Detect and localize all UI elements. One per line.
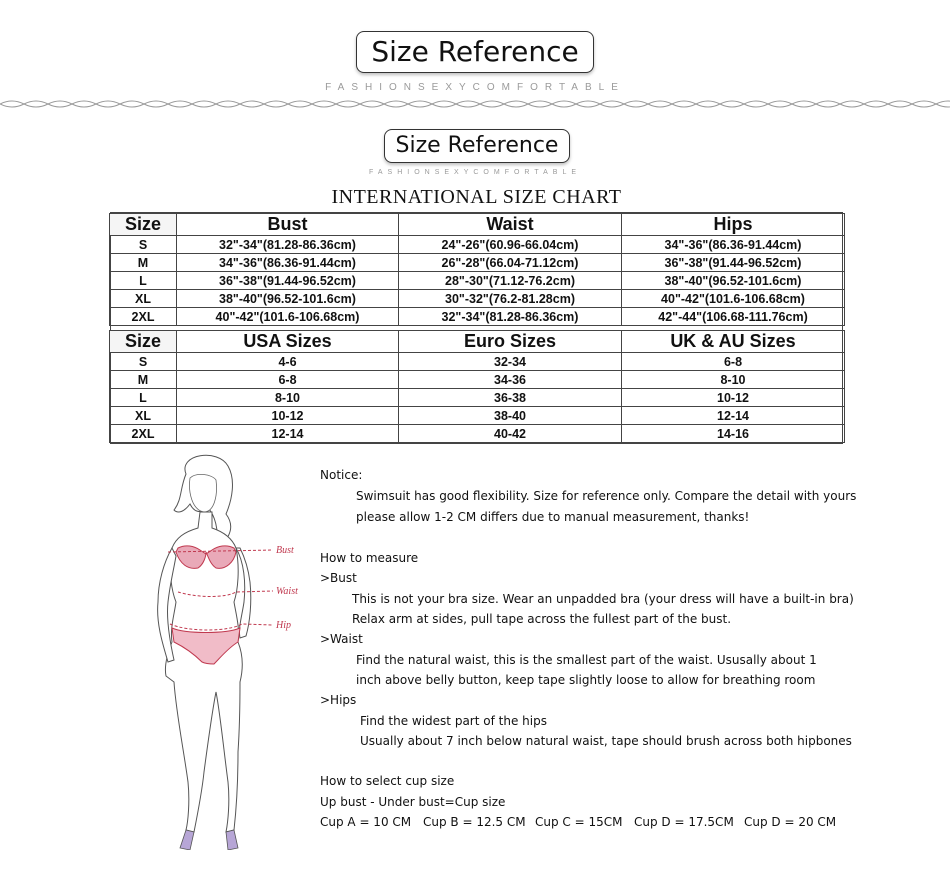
bust-label: Bust <box>276 545 294 556</box>
table-row <box>110 308 845 326</box>
size-chart-title: INTERNATIONAL SIZE CHART <box>331 186 622 208</box>
table-header-row <box>110 331 845 353</box>
size-cell: S <box>110 353 177 371</box>
cup-size-title: How to select cup size <box>320 774 455 788</box>
cup-size-value: Cup A = 10 CM <box>320 815 412 829</box>
size-cell: M <box>110 254 177 272</box>
bust-instruction: This is not your bra size. Wear an unpadded bra (your dress will have a built-in bra) <box>352 592 854 606</box>
notice-line: Swimsuit has good flexibility. Size for reference only. Compare the detail with yours <box>356 489 857 503</box>
table-cell: 32"-34"(81.28-86.36cm) <box>399 308 622 326</box>
cup-size-formula: Up bust - Under bust=Cup size <box>320 795 506 809</box>
body-measurement-illustration <box>128 452 318 850</box>
table-cell: 38"-40"(96.52-101.6cm) <box>622 272 845 290</box>
table-cell: 28"-30"(71.12-76.2cm) <box>399 272 622 290</box>
left-shoe <box>180 830 194 850</box>
section-tagline: FASHIONSEXYCOMFORTABLE <box>368 169 582 176</box>
cup-size-value: Cup D = 17.5CM <box>634 815 734 829</box>
right-shoe <box>226 830 238 850</box>
column-header: Hips <box>622 214 845 236</box>
page-title: Size Reference <box>356 31 594 73</box>
how-to-measure-title: How to measure <box>320 551 419 565</box>
column-header: Size <box>110 331 177 353</box>
page-tagline: FASHIONSEXYCOMFORTABLE <box>325 82 625 93</box>
decorative-wave-divider <box>0 96 950 112</box>
size-cell: XL <box>110 290 177 308</box>
table-cell: 14-16 <box>622 425 845 443</box>
table-cell: 26"-28"(66.04-71.12cm) <box>399 254 622 272</box>
table-cell: 34"-36"(86.36-91.44cm) <box>177 254 399 272</box>
table-cell: 4-6 <box>177 353 399 371</box>
table-cell: 40-42 <box>399 425 622 443</box>
bust-section-title: >Bust <box>320 571 357 585</box>
table-cell: 36"-38"(91.44-96.52cm) <box>622 254 845 272</box>
table-cell: 34"-36"(86.36-91.44cm) <box>622 236 845 254</box>
hips-instruction: Find the widest part of the hips <box>360 714 547 728</box>
table-row <box>110 236 845 254</box>
size-cell: 2XL <box>110 425 177 443</box>
table-cell: 40"-42"(101.6-106.68cm) <box>622 290 845 308</box>
table-cell: 6-8 <box>177 371 399 389</box>
column-header: Bust <box>177 214 399 236</box>
table-cell: 40"-42"(101.6-106.68cm) <box>177 308 399 326</box>
size-cell: S <box>110 236 177 254</box>
waist-instruction: Find the natural waist, this is the smallest part of the waist. Ususally about 1 <box>356 653 817 667</box>
size-cell: M <box>110 371 177 389</box>
waist-section-title: >Waist <box>320 632 363 646</box>
table-cell: 32"-34"(81.28-86.36cm) <box>177 236 399 254</box>
column-header: Size <box>110 214 177 236</box>
waist-label: Waist <box>276 586 298 597</box>
table-row <box>110 353 845 371</box>
table-cell: 24"-26"(60.96-66.04cm) <box>399 236 622 254</box>
table-cell: 36-38 <box>399 389 622 407</box>
waist-instruction: inch above belly button, keep tape slightly loose to allow for breathing room <box>356 673 816 687</box>
notice-line: please allow 1-2 CM differs due to manual measurement, thanks! <box>356 510 750 524</box>
hip-label: Hip <box>276 620 291 631</box>
table-cell: 34-36 <box>399 371 622 389</box>
table-row <box>110 290 845 308</box>
notice-title: Notice: <box>320 468 363 482</box>
size-cell: L <box>110 389 177 407</box>
table-cell: 30"-32"(76.2-81.28cm) <box>399 290 622 308</box>
cup-size-value: Cup D = 20 CM <box>744 815 837 829</box>
table-cell: 10-12 <box>177 407 399 425</box>
table-cell: 42"-44"(106.68-111.76cm) <box>622 308 845 326</box>
table-row <box>110 425 845 443</box>
table-cell: 10-12 <box>622 389 845 407</box>
table-row <box>110 389 845 407</box>
table-cell: 6-8 <box>622 353 845 371</box>
size-cell: L <box>110 272 177 290</box>
table-row <box>110 407 845 425</box>
hips-section-title: >Hips <box>320 693 357 707</box>
bust-instruction: Relax arm at sides, pull tape across the fullest part of the bust. <box>352 612 732 626</box>
cup-size-value: Cup B = 12.5 CM <box>423 815 526 829</box>
column-header: UK & AU Sizes <box>622 331 845 353</box>
size-cell: 2XL <box>110 308 177 326</box>
column-header: Euro Sizes <box>399 331 622 353</box>
table-header-row <box>110 214 845 236</box>
table-cell: 38"-40"(96.52-101.6cm) <box>177 290 399 308</box>
table-cell: 12-14 <box>177 425 399 443</box>
table-cell: 12-14 <box>622 407 845 425</box>
table-cell: 8-10 <box>177 389 399 407</box>
size-cell: XL <box>110 407 177 425</box>
cup-size-value: Cup C = 15CM <box>535 815 623 829</box>
table-row <box>110 272 845 290</box>
column-header: Waist <box>399 214 622 236</box>
region-size-table <box>109 330 845 443</box>
table-cell: 32-34 <box>399 353 622 371</box>
hips-instruction: Usually about 7 inch below natural waist, tape should brush across both hipbones <box>360 734 852 748</box>
table-row <box>110 254 845 272</box>
table-cell: 38-40 <box>399 407 622 425</box>
measurement-table <box>109 213 845 326</box>
table-cell: 8-10 <box>622 371 845 389</box>
column-header: USA Sizes <box>177 331 399 353</box>
table-row <box>110 371 845 389</box>
table-cell: 36"-38"(91.44-96.52cm) <box>177 272 399 290</box>
section-title: Size Reference <box>384 129 570 163</box>
